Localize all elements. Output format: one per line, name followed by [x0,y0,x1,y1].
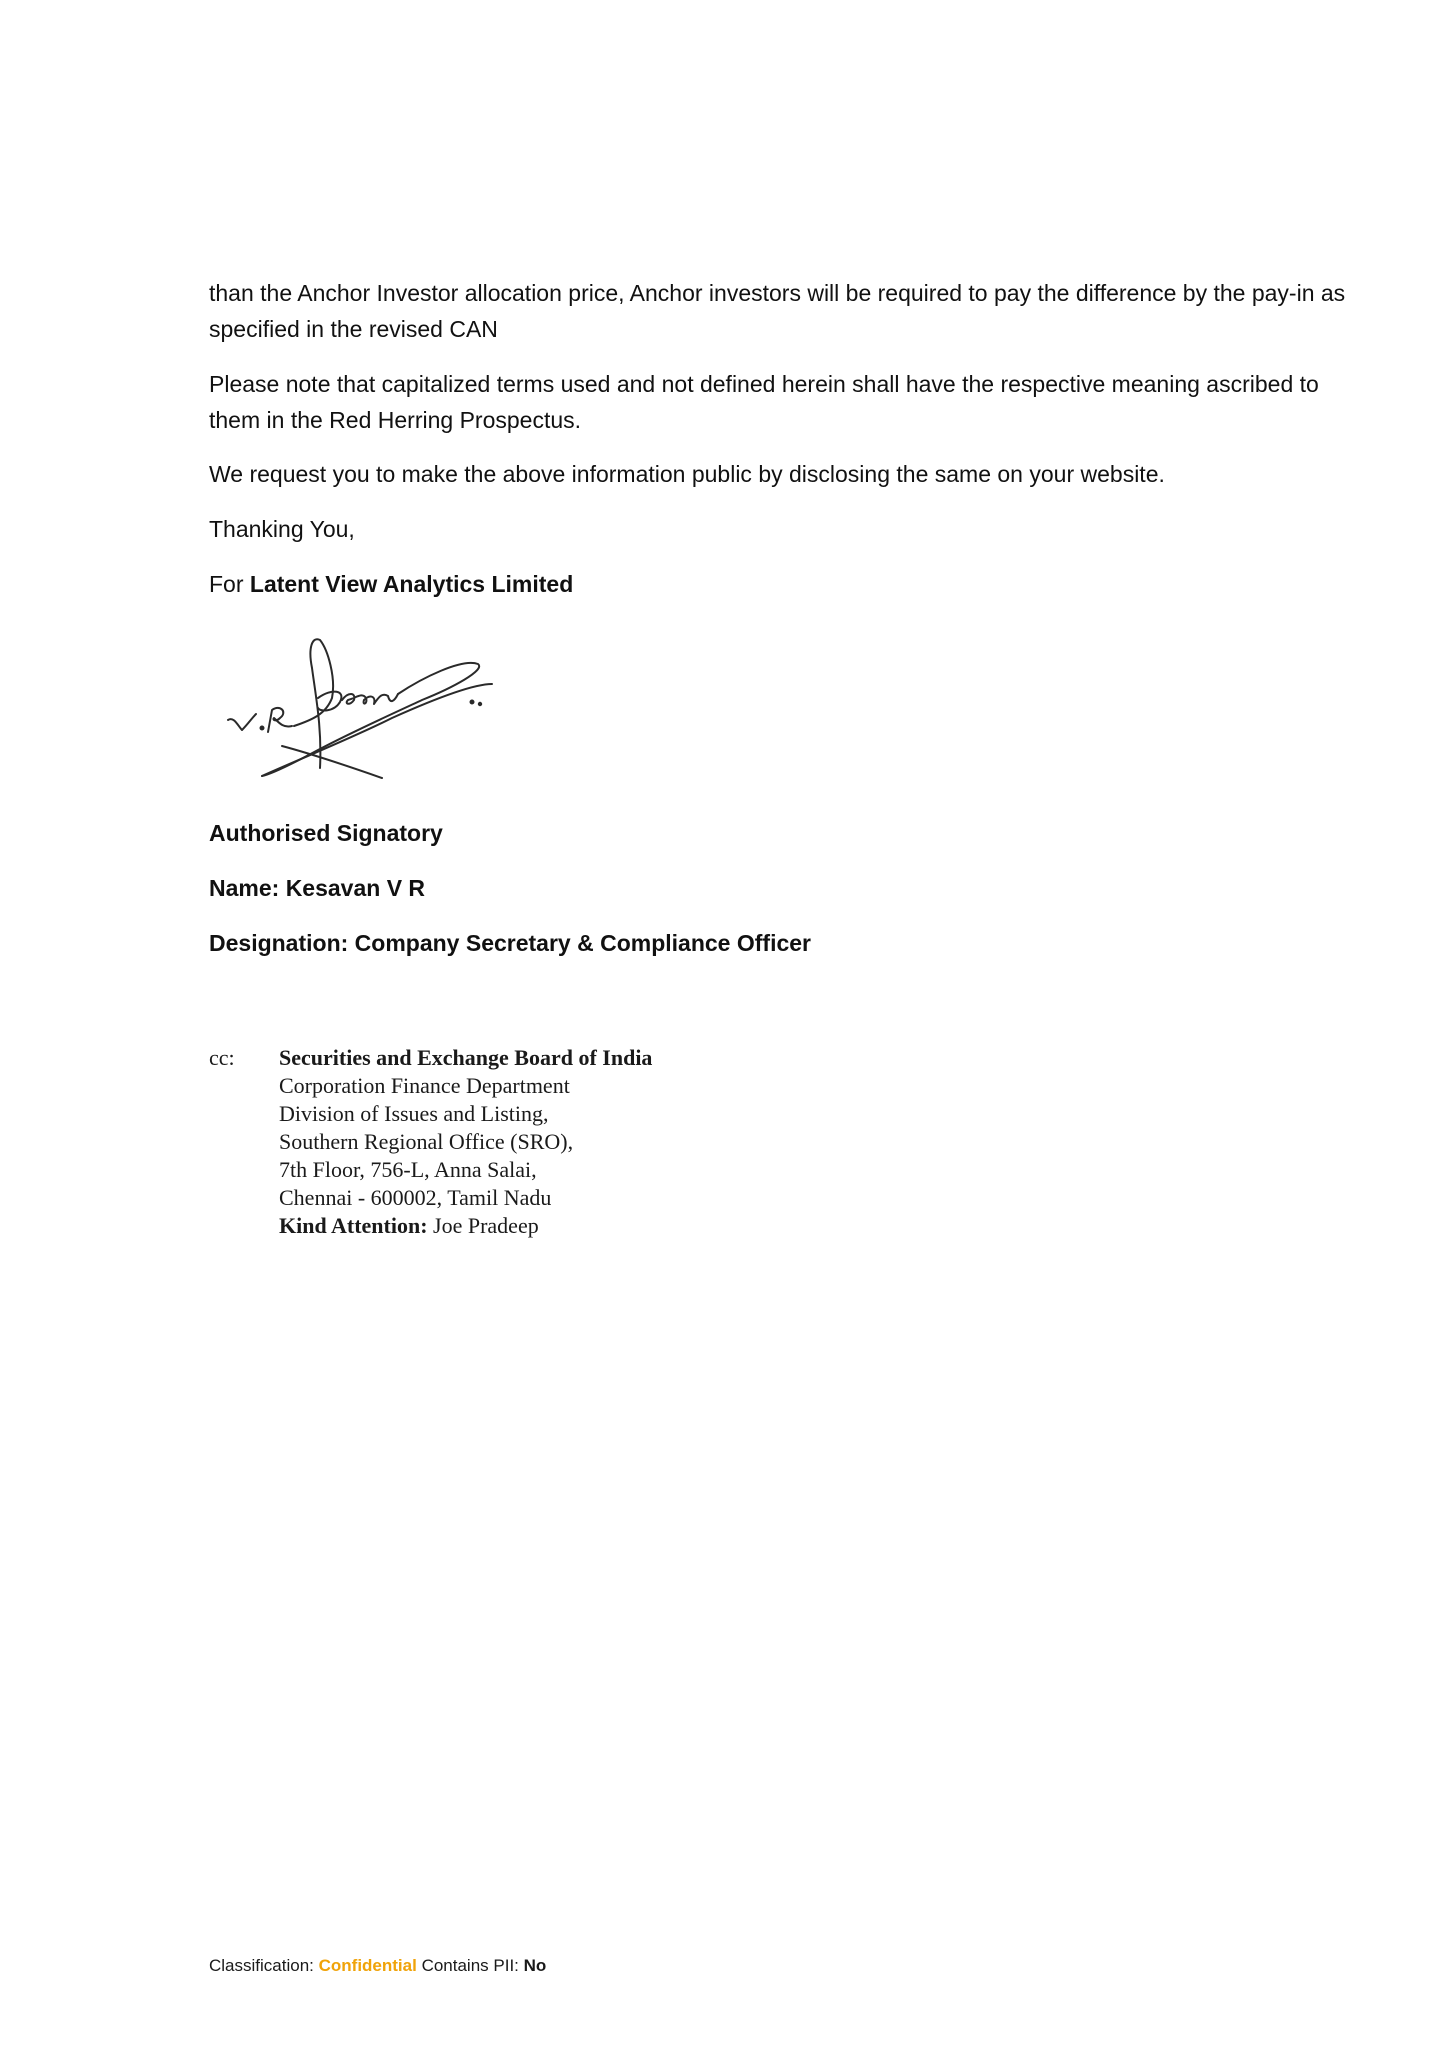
classification-footer [209,1956,546,1976]
cc-address-line: Chennai - 600002, Tamil Nadu [279,1185,552,1210]
paragraph-disclosure-request: We request you to make the above information public by disclosing the same on your website. [209,461,1165,487]
cc-address-line: Division of Issues and Listing, [279,1101,549,1126]
attention-name: Joe Pradeep [433,1213,539,1238]
classification-label: Classification: [209,1956,314,1975]
classification-value: Confidential [318,1956,417,1975]
company-line [209,566,1361,602]
signatory-name: Name: Kesavan V R [209,875,426,901]
cc-address-line: Southern Regional Office (SRO), [279,1129,574,1154]
authorised-signatory-label: Authorised Signatory [209,820,443,846]
cc-attention [279,1212,879,1240]
cc-address-line: Corporation Finance Department [279,1073,570,1098]
cc-organization: Securities and Exchange Board of India [279,1045,653,1070]
handwritten-signature [222,628,522,793]
attention-label: Kind Attention: [279,1213,428,1238]
paragraph-anchor-investor: than the Anchor Investor allocation price, Anchor investors will be required to pay the difference by the pay-in as specified in the revised CAN [209,280,1346,342]
pii-value: No [523,1956,547,1975]
cc-label: cc: [209,1045,235,1070]
cc-address-line: 7th Floor, 756-L, Anna Salai, [279,1157,537,1182]
pii-label: Contains PII: [421,1956,519,1975]
paragraph-capitalized-terms: Please note that capitalized terms used and not defined herein shall have the respective meaning ascribed to them in the Red Herring Prospectus. [209,371,1319,433]
company-name: Latent View Analytics Limited [249,571,574,597]
for-prefix: For [209,571,244,597]
closing-line: Thanking You, [209,516,355,542]
signatory-designation: Designation: Company Secretary & Compliance Officer [209,930,811,956]
cc-address [279,1044,879,1240]
